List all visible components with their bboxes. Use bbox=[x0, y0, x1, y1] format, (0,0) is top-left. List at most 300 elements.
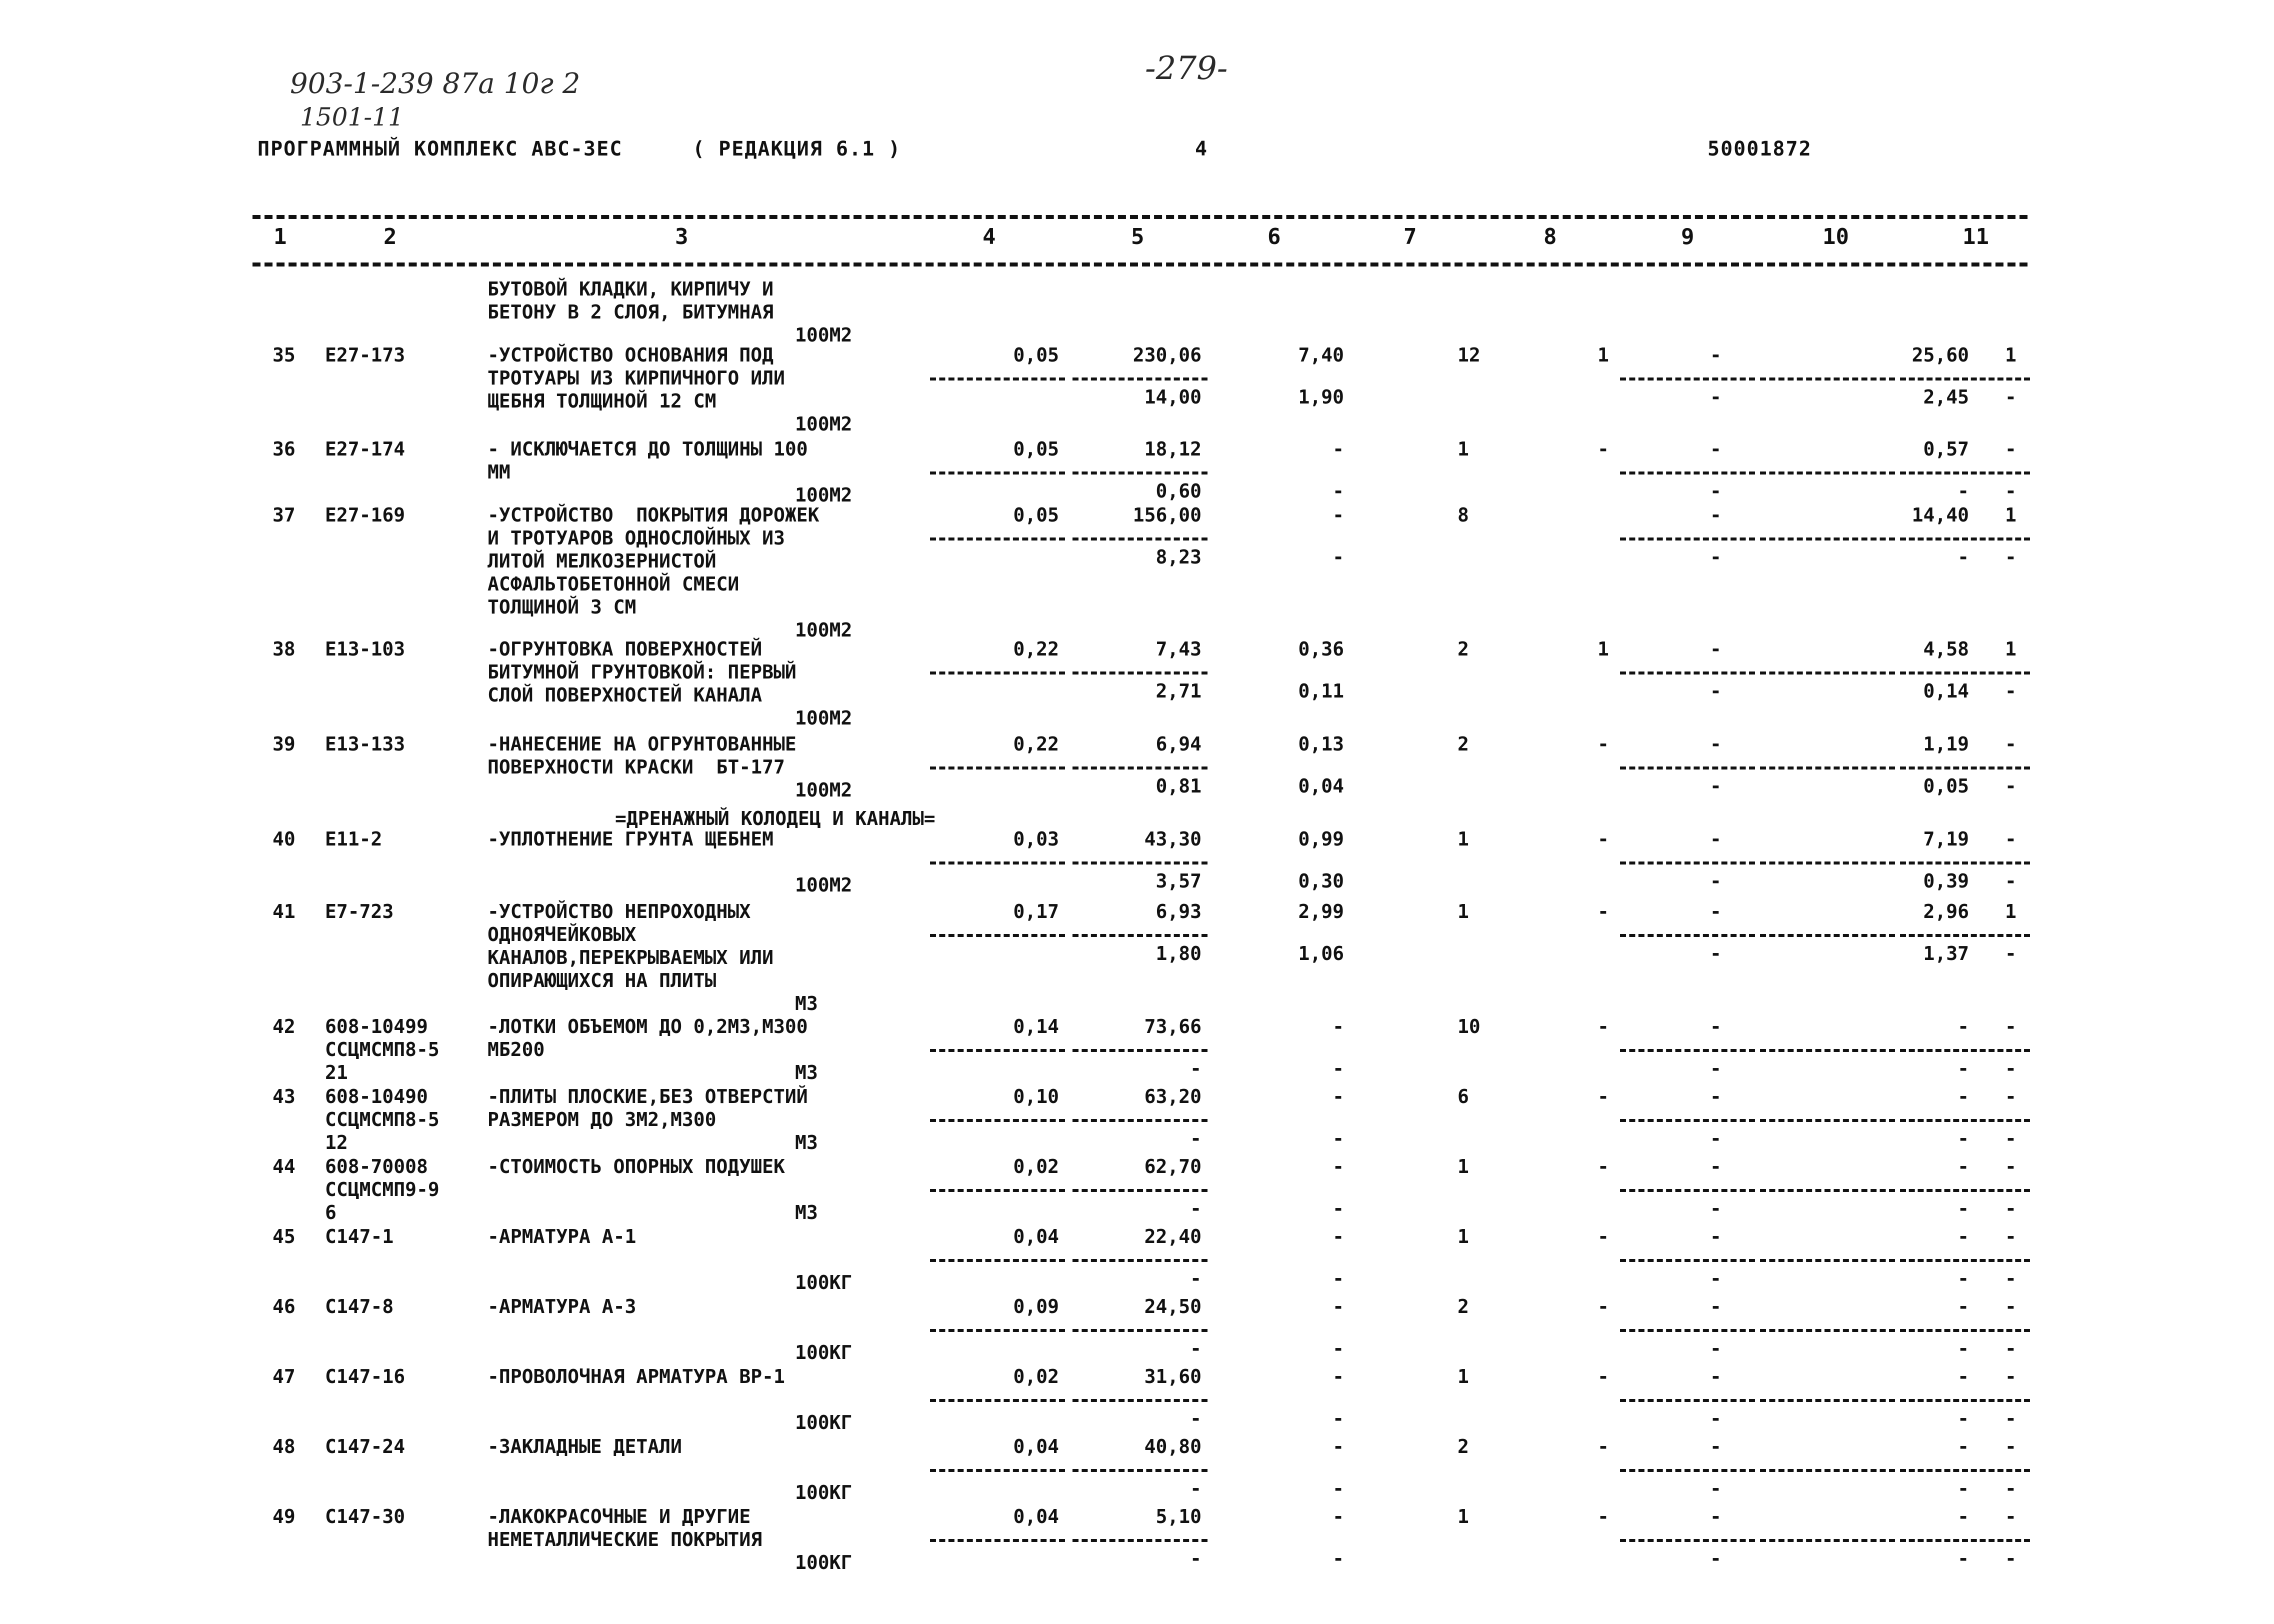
column-11-subvalue: - bbox=[2005, 1058, 2016, 1080]
cell-separator bbox=[1072, 1399, 1208, 1402]
resource-code-suffix: 12 bbox=[325, 1132, 348, 1154]
column-7-value: 1 bbox=[1458, 1156, 1469, 1178]
total-cost-value: 0,57 bbox=[1923, 438, 1969, 460]
unit-of-measure: М3 bbox=[795, 992, 818, 1014]
unit-of-measure: 100М2 bbox=[795, 779, 852, 801]
cell-separator bbox=[1900, 1399, 2030, 1402]
resource-code-catalog: ССЦМСМП8-5 bbox=[325, 1038, 440, 1060]
total-cost-subvalue: - bbox=[1958, 480, 1969, 502]
column-9-value: - bbox=[1710, 733, 1722, 755]
cell-separator bbox=[1072, 1049, 1208, 1052]
column-9-subvalue: - bbox=[1710, 1548, 1722, 1570]
cell-separator bbox=[1760, 934, 1895, 937]
total-cost-value: - bbox=[1958, 1156, 1969, 1178]
column-9-subvalue: - bbox=[1710, 1408, 1722, 1430]
work-description: ЩЕБНЯ ТОЛЩИНОЙ 12 СМ bbox=[488, 390, 716, 412]
unit-cost-machines: - bbox=[1190, 1338, 1202, 1360]
total-cost-subvalue: 2,45 bbox=[1923, 386, 1969, 408]
work-description: ОПИРАЮЩИХСЯ НА ПЛИТЫ bbox=[488, 970, 716, 992]
quantity-value: 0,04 bbox=[1013, 1226, 1059, 1248]
unit-cost-wages: - bbox=[1332, 1296, 1344, 1318]
row-number: 38 bbox=[272, 638, 296, 660]
cell-separator bbox=[930, 862, 1065, 864]
total-cost-subvalue: 1,37 bbox=[1923, 942, 1969, 964]
unit-cost-wages: - bbox=[1332, 438, 1344, 460]
resource-code: Е27-169 bbox=[325, 504, 406, 526]
unit-cost-machines: - bbox=[1190, 1058, 1202, 1080]
column-8-value: - bbox=[1598, 1506, 1609, 1528]
resource-code: С147-8 bbox=[325, 1296, 394, 1318]
cell-separator bbox=[1760, 1469, 1895, 1472]
unit-cost-operator: - bbox=[1332, 1548, 1344, 1570]
resource-code: 608-10499 bbox=[325, 1016, 428, 1038]
unit-cost-wages: 0,36 bbox=[1298, 638, 1344, 660]
column-9-subvalue: - bbox=[1710, 870, 1722, 892]
row-number: 35 bbox=[272, 344, 296, 366]
unit-of-measure: 100М2 bbox=[795, 619, 852, 641]
cell-separator bbox=[930, 1049, 1065, 1052]
unit-cost-total: 62,70 bbox=[1144, 1156, 1202, 1178]
column-11-value: - bbox=[2005, 1156, 2016, 1178]
unit-of-measure: 100М2 bbox=[795, 874, 852, 896]
work-description: -ЗАКЛАДНЫЕ ДЕТАЛИ bbox=[488, 1436, 682, 1458]
cell-separator bbox=[1900, 1259, 2030, 1262]
row-number: 44 bbox=[272, 1156, 296, 1178]
total-cost-subvalue: - bbox=[1958, 1338, 1969, 1360]
work-description: -АРМАТУРА А-3 bbox=[488, 1296, 636, 1318]
quantity-value: 0,04 bbox=[1013, 1506, 1059, 1528]
row-number: 43 bbox=[272, 1086, 296, 1108]
work-description: -ПЛИТЫ ПЛОСКИЕ,БЕЗ ОТВЕРСТИЙ bbox=[488, 1086, 808, 1108]
cell-separator bbox=[1620, 1539, 1755, 1542]
work-description: -ЛАКОКРАСОЧНЫЕ И ДРУГИЕ bbox=[488, 1506, 751, 1528]
work-description: ОДНОЯЧЕЙКОВЫХ bbox=[488, 924, 636, 946]
total-cost-subvalue: - bbox=[1958, 1058, 1969, 1080]
resource-code: Е27-173 bbox=[325, 344, 406, 366]
work-description: -НАНЕСЕНИЕ НА ОГРУНТОВАННЫЕ bbox=[488, 733, 796, 755]
column-9-value: - bbox=[1710, 828, 1722, 850]
column-7-value: 1 bbox=[1458, 438, 1469, 460]
column-11-value: - bbox=[2005, 1506, 2016, 1528]
unit-cost-total: 24,50 bbox=[1144, 1296, 1202, 1318]
total-cost-value: 2,96 bbox=[1923, 900, 1969, 922]
total-cost-value: 4,58 bbox=[1923, 638, 1969, 660]
work-description: ПОВЕРХНОСТИ КРАСКИ БТ-177 bbox=[488, 756, 785, 778]
work-description: СЛОЙ ПОВЕРХНОСТЕЙ КАНАЛА bbox=[488, 684, 762, 706]
col-header-7: 7 bbox=[1404, 224, 1417, 250]
unit-of-measure: М3 bbox=[795, 1132, 818, 1154]
cell-separator bbox=[1760, 378, 1895, 380]
column-9-subvalue: - bbox=[1710, 1198, 1722, 1220]
unit-cost-machines: 2,71 bbox=[1156, 680, 1202, 702]
unit-cost-machines: 0,81 bbox=[1156, 775, 1202, 797]
cell-separator bbox=[1900, 672, 2030, 674]
cell-separator bbox=[1900, 1469, 2030, 1472]
total-cost-value: 25,60 bbox=[1912, 344, 1969, 366]
cell-separator bbox=[1760, 472, 1895, 474]
column-9-subvalue: - bbox=[1710, 680, 1722, 702]
col-header-3: 3 bbox=[675, 224, 688, 250]
resource-code-catalog: ССЦМСМП9-9 bbox=[325, 1178, 440, 1200]
column-11-value: 1 bbox=[2005, 638, 2016, 660]
cell-separator bbox=[1072, 1469, 1208, 1472]
cell-separator bbox=[930, 378, 1065, 380]
column-9-value: - bbox=[1710, 1086, 1722, 1108]
unit-cost-total: 230,06 bbox=[1132, 344, 1202, 366]
cell-separator bbox=[1760, 1539, 1895, 1542]
cell-separator bbox=[930, 538, 1065, 540]
column-7-value: 2 bbox=[1458, 638, 1469, 660]
column-11-value: - bbox=[2005, 1296, 2016, 1318]
cell-separator bbox=[1620, 1259, 1755, 1262]
unit-cost-operator: - bbox=[1332, 546, 1344, 568]
cell-separator bbox=[930, 934, 1065, 937]
edition-label: ( РЕДАКЦИЯ 6.1 ) bbox=[692, 138, 902, 160]
column-11-value: - bbox=[2005, 1086, 2016, 1108]
cell-separator bbox=[1620, 766, 1755, 770]
cell-separator bbox=[1900, 862, 2030, 864]
column-11-subvalue: - bbox=[2005, 680, 2016, 702]
cell-separator bbox=[1900, 1049, 2030, 1052]
cell-separator bbox=[930, 1329, 1065, 1332]
unit-cost-wages: - bbox=[1332, 1156, 1344, 1178]
cell-separator bbox=[1760, 1049, 1895, 1052]
unit-cost-total: 31,60 bbox=[1144, 1366, 1202, 1388]
cell-separator bbox=[1620, 1469, 1755, 1472]
row-number: 46 bbox=[272, 1296, 296, 1318]
unit-cost-total: 5,10 bbox=[1156, 1506, 1202, 1528]
col-header-8: 8 bbox=[1544, 224, 1557, 250]
column-11-value: - bbox=[2005, 828, 2016, 850]
cell-separator bbox=[1620, 1049, 1755, 1052]
column-9-value: - bbox=[1710, 1506, 1722, 1528]
cell-separator bbox=[1620, 672, 1755, 674]
unit-cost-total: 6,93 bbox=[1156, 900, 1202, 922]
unit-cost-operator: - bbox=[1332, 1478, 1344, 1500]
cell-separator bbox=[1072, 472, 1208, 474]
unit-cost-wages: - bbox=[1332, 1366, 1344, 1388]
column-header-rule bbox=[252, 262, 2028, 266]
column-9-subvalue: - bbox=[1710, 1268, 1722, 1290]
work-description: - ИСКЛЮЧАЕТСЯ ДО ТОЛЩИНЫ 100 bbox=[488, 438, 808, 460]
column-9-subvalue: - bbox=[1710, 1058, 1722, 1080]
unit-of-measure: 100КГ bbox=[795, 1412, 852, 1434]
column-9-subvalue: - bbox=[1710, 1128, 1722, 1150]
unit-cost-wages: 7,40 bbox=[1298, 344, 1344, 366]
document-number: 50001872 bbox=[1708, 138, 1812, 160]
column-8-value: - bbox=[1598, 733, 1609, 755]
total-cost-value: 1,19 bbox=[1923, 733, 1969, 755]
row-number: 47 bbox=[272, 1366, 296, 1388]
column-11-value: 1 bbox=[2005, 344, 2016, 366]
quantity-value: 0,04 bbox=[1013, 1436, 1059, 1458]
column-11-subvalue: - bbox=[2005, 546, 2016, 568]
col-header-4: 4 bbox=[982, 224, 996, 250]
work-description: БИТУМНОЙ ГРУНТОВКОЙ: ПЕРВЫЙ bbox=[488, 661, 796, 683]
cell-separator bbox=[1900, 538, 2030, 540]
column-9-value: - bbox=[1710, 1436, 1722, 1458]
unit-cost-operator: 0,30 bbox=[1298, 870, 1344, 892]
resource-code-suffix: 6 bbox=[325, 1202, 336, 1224]
total-cost-value: - bbox=[1958, 1226, 1969, 1248]
unit-cost-total: 73,66 bbox=[1144, 1016, 1202, 1038]
cell-separator bbox=[1072, 378, 1208, 380]
unit-cost-wages: - bbox=[1332, 504, 1344, 526]
cell-separator bbox=[1760, 538, 1895, 540]
unit-cost-operator: - bbox=[1332, 1268, 1344, 1290]
work-description: И ТРОТУАРОВ ОДНОСЛОЙНЫХ ИЗ bbox=[488, 527, 785, 549]
column-11-subvalue: - bbox=[2005, 1338, 2016, 1360]
cell-separator bbox=[1900, 1119, 2030, 1122]
unit-cost-machines: 14,00 bbox=[1144, 386, 1202, 408]
handwritten-sheet-ref: 1501-11 bbox=[300, 102, 404, 132]
cell-separator bbox=[930, 766, 1065, 770]
unit-cost-machines: - bbox=[1190, 1478, 1202, 1500]
column-9-subvalue: - bbox=[1710, 775, 1722, 797]
column-11-subvalue: - bbox=[2005, 386, 2016, 408]
cell-separator bbox=[1760, 862, 1895, 864]
work-description: БУТОВОЙ КЛАДКИ, КИРПИЧУ И bbox=[488, 278, 774, 300]
total-cost-subvalue: - bbox=[1958, 1548, 1969, 1570]
unit-cost-machines: - bbox=[1190, 1198, 1202, 1220]
unit-cost-total: 40,80 bbox=[1144, 1436, 1202, 1458]
cell-separator bbox=[1900, 1329, 2030, 1332]
row-number: 45 bbox=[272, 1226, 296, 1248]
cell-separator bbox=[1900, 766, 2030, 770]
unit-cost-wages: 0,13 bbox=[1298, 733, 1344, 755]
handwritten-page-number: -279- bbox=[1145, 50, 1228, 87]
unit-cost-total: 156,00 bbox=[1132, 504, 1202, 526]
unit-cost-wages: 2,99 bbox=[1298, 900, 1344, 922]
column-8-value: 1 bbox=[1598, 638, 1609, 660]
column-11-value: - bbox=[2005, 733, 2016, 755]
resource-code: 608-70008 bbox=[325, 1156, 428, 1178]
unit-of-measure: 100М2 bbox=[795, 413, 852, 435]
unit-cost-machines: - bbox=[1190, 1408, 1202, 1430]
quantity-value: 0,02 bbox=[1013, 1366, 1059, 1388]
column-8-value: - bbox=[1598, 1226, 1609, 1248]
unit-cost-operator: - bbox=[1332, 1198, 1344, 1220]
column-9-subvalue: - bbox=[1710, 480, 1722, 502]
work-description: -УСТРОЙСТВО ПОКРЫТИЯ ДОРОЖЕК bbox=[488, 504, 820, 526]
work-description: -АРМАТУРА А-1 bbox=[488, 1226, 636, 1248]
unit-cost-wages: - bbox=[1332, 1016, 1344, 1038]
total-cost-value: - bbox=[1958, 1016, 1969, 1038]
quantity-value: 0,22 bbox=[1013, 638, 1059, 660]
quantity-value: 0,17 bbox=[1013, 900, 1059, 922]
column-11-subvalue: - bbox=[2005, 942, 2016, 964]
quantity-value: 0,10 bbox=[1013, 1086, 1059, 1108]
cell-separator bbox=[1072, 1329, 1208, 1332]
unit-of-measure: 100КГ bbox=[795, 1482, 852, 1504]
resource-code: С147-24 bbox=[325, 1436, 406, 1458]
program-title: ПРОГРАММНЫЙ КОМПЛЕКС АВС-3ЕС bbox=[258, 138, 623, 160]
total-cost-value: - bbox=[1958, 1436, 1969, 1458]
column-11-subvalue: - bbox=[2005, 1128, 2016, 1150]
cell-separator bbox=[1620, 1399, 1755, 1402]
total-cost-value: - bbox=[1958, 1506, 1969, 1528]
work-description: -УПЛОТНЕНИЕ ГРУНТА ЩЕБНЕМ bbox=[488, 828, 774, 850]
cell-separator bbox=[1072, 862, 1208, 864]
resource-code: Е13-133 bbox=[325, 733, 406, 755]
row-number: 40 bbox=[272, 828, 296, 850]
cell-separator bbox=[1072, 766, 1208, 770]
work-description: ЛИТОЙ МЕЛКОЗЕРНИСТОЙ bbox=[488, 550, 716, 572]
cell-separator bbox=[1072, 1189, 1208, 1192]
unit-cost-operator: - bbox=[1332, 1058, 1344, 1080]
unit-of-measure: М3 bbox=[795, 1202, 818, 1224]
column-11-value: - bbox=[2005, 1366, 2016, 1388]
work-description: НЕМЕТАЛЛИЧЕСКИЕ ПОКРЫТИЯ bbox=[488, 1528, 762, 1550]
column-8-value: 1 bbox=[1598, 344, 1609, 366]
column-9-value: - bbox=[1710, 1226, 1722, 1248]
resource-code: Е7-723 bbox=[325, 900, 394, 922]
cell-separator bbox=[1760, 766, 1895, 770]
column-header-row bbox=[252, 224, 2028, 254]
col-header-5: 5 bbox=[1131, 224, 1144, 250]
resource-code: Е11-2 bbox=[325, 828, 382, 850]
column-9-subvalue: - bbox=[1710, 546, 1722, 568]
unit-cost-total: 7,43 bbox=[1156, 638, 1202, 660]
unit-of-measure: 100КГ bbox=[795, 1342, 852, 1364]
cell-separator bbox=[1620, 862, 1755, 864]
work-description: -СТОИМОСТЬ ОПОРНЫХ ПОДУШЕК bbox=[488, 1156, 785, 1178]
cell-separator bbox=[1072, 1539, 1208, 1542]
column-9-value: - bbox=[1710, 1366, 1722, 1388]
resource-code: Е27-174 bbox=[325, 438, 406, 460]
column-9-subvalue: - bbox=[1710, 1478, 1722, 1500]
cell-separator bbox=[1072, 1119, 1208, 1122]
col-header-2: 2 bbox=[384, 224, 397, 250]
column-11-value: 1 bbox=[2005, 504, 2016, 526]
column-8-value: - bbox=[1598, 1366, 1609, 1388]
work-description: АСФАЛЬТОБЕТОННОЙ СМЕСИ bbox=[488, 573, 740, 595]
column-11-value: - bbox=[2005, 1226, 2016, 1248]
total-cost-subvalue: 0,05 bbox=[1923, 775, 1969, 797]
cell-separator bbox=[1620, 1329, 1755, 1332]
work-description: РАЗМЕРОМ ДО 3М2,М300 bbox=[488, 1108, 716, 1130]
quantity-value: 0,05 bbox=[1013, 438, 1059, 460]
work-description: -УСТРОЙСТВО ОСНОВАНИЯ ПОД bbox=[488, 344, 774, 366]
table-top-rule bbox=[252, 215, 2028, 219]
column-11-value: - bbox=[2005, 1436, 2016, 1458]
cell-separator bbox=[930, 1469, 1065, 1472]
column-8-value: - bbox=[1598, 1016, 1609, 1038]
unit-cost-operator: - bbox=[1332, 480, 1344, 502]
work-description: КАНАЛОВ,ПЕРЕКРЫВАЕМЫХ ИЛИ bbox=[488, 946, 774, 968]
unit-cost-wages: - bbox=[1332, 1086, 1344, 1108]
work-description: -ЛОТКИ ОБЪЕМОМ ДО 0,2М3,М300 bbox=[488, 1016, 808, 1038]
quantity-value: 0,05 bbox=[1013, 344, 1059, 366]
row-number: 48 bbox=[272, 1436, 296, 1458]
cell-separator bbox=[1760, 1189, 1895, 1192]
row-number: 42 bbox=[272, 1016, 296, 1038]
cell-separator bbox=[1900, 1189, 2030, 1192]
unit-cost-machines: 3,57 bbox=[1156, 870, 1202, 892]
resource-code: Е13-103 bbox=[325, 638, 406, 660]
total-cost-subvalue: - bbox=[1958, 1128, 1969, 1150]
unit-cost-total: 6,94 bbox=[1156, 733, 1202, 755]
column-9-subvalue: - bbox=[1710, 942, 1722, 964]
column-7-value: 1 bbox=[1458, 900, 1469, 922]
column-11-subvalue: - bbox=[2005, 1478, 2016, 1500]
unit-cost-total: 43,30 bbox=[1144, 828, 1202, 850]
cell-separator bbox=[930, 1119, 1065, 1122]
total-cost-value: - bbox=[1958, 1086, 1969, 1108]
quantity-value: 0,03 bbox=[1013, 828, 1059, 850]
total-cost-value: - bbox=[1958, 1366, 1969, 1388]
unit-cost-operator: 1,90 bbox=[1298, 386, 1344, 408]
cell-separator bbox=[930, 1399, 1065, 1402]
work-description: МБ200 bbox=[488, 1038, 545, 1060]
column-11-value: - bbox=[2005, 438, 2016, 460]
cell-separator bbox=[1760, 1259, 1895, 1262]
column-7-value: 12 bbox=[1458, 344, 1480, 366]
column-8-value: - bbox=[1598, 1156, 1609, 1178]
cell-separator bbox=[1760, 672, 1895, 674]
work-description: ММ bbox=[488, 461, 510, 483]
row-number: 49 bbox=[272, 1506, 296, 1528]
unit-cost-operator: 0,04 bbox=[1298, 775, 1344, 797]
row-number: 36 bbox=[272, 438, 296, 460]
unit-of-measure: М3 bbox=[795, 1062, 818, 1084]
column-11-subvalue: - bbox=[2005, 1198, 2016, 1220]
unit-cost-machines: 8,23 bbox=[1156, 546, 1202, 568]
row-number: 39 bbox=[272, 733, 296, 755]
unit-cost-machines: - bbox=[1190, 1268, 1202, 1290]
col-header-11: 11 bbox=[1962, 224, 1989, 250]
unit-cost-wages: - bbox=[1332, 1226, 1344, 1248]
resource-code-suffix: 21 bbox=[325, 1062, 348, 1084]
cell-separator bbox=[1620, 1189, 1755, 1192]
cell-separator bbox=[1760, 1399, 1895, 1402]
handwritten-doc-code: 903-1-239 87а 10г 2 bbox=[290, 68, 580, 100]
unit-cost-operator: - bbox=[1332, 1128, 1344, 1150]
cell-separator bbox=[1900, 472, 2030, 474]
resource-code: С147-30 bbox=[325, 1506, 406, 1528]
total-cost-value: 14,40 bbox=[1912, 504, 1969, 526]
unit-cost-total: 22,40 bbox=[1144, 1226, 1202, 1248]
unit-cost-machines: - bbox=[1190, 1548, 1202, 1570]
cell-separator bbox=[1072, 1259, 1208, 1262]
column-11-value: 1 bbox=[2005, 900, 2016, 922]
unit-cost-machines: 1,80 bbox=[1156, 942, 1202, 964]
column-11-subvalue: - bbox=[2005, 1408, 2016, 1430]
cell-separator bbox=[1760, 1329, 1895, 1332]
total-cost-subvalue: - bbox=[1958, 1478, 1969, 1500]
page-number: 4 bbox=[1195, 138, 1208, 160]
column-9-subvalue: - bbox=[1710, 386, 1722, 408]
quantity-value: 0,02 bbox=[1013, 1156, 1059, 1178]
column-8-value: - bbox=[1598, 438, 1609, 460]
quantity-value: 0,05 bbox=[1013, 504, 1059, 526]
total-cost-value: - bbox=[1958, 1296, 1969, 1318]
cell-separator bbox=[930, 672, 1065, 674]
column-7-value: 2 bbox=[1458, 1296, 1469, 1318]
unit-of-measure: 100КГ bbox=[795, 1552, 852, 1574]
unit-cost-machines: - bbox=[1190, 1128, 1202, 1150]
column-11-subvalue: - bbox=[2005, 870, 2016, 892]
cell-separator bbox=[930, 472, 1065, 474]
column-7-value: 1 bbox=[1458, 828, 1469, 850]
unit-of-measure: 100М2 bbox=[795, 324, 852, 346]
column-11-subvalue: - bbox=[2005, 1268, 2016, 1290]
work-description: ТОЛЩИНОЙ 3 СМ bbox=[488, 596, 636, 618]
column-7-value: 1 bbox=[1458, 1506, 1469, 1528]
column-9-value: - bbox=[1710, 900, 1722, 922]
total-cost-subvalue: 0,39 bbox=[1923, 870, 1969, 892]
column-8-value: - bbox=[1598, 900, 1609, 922]
